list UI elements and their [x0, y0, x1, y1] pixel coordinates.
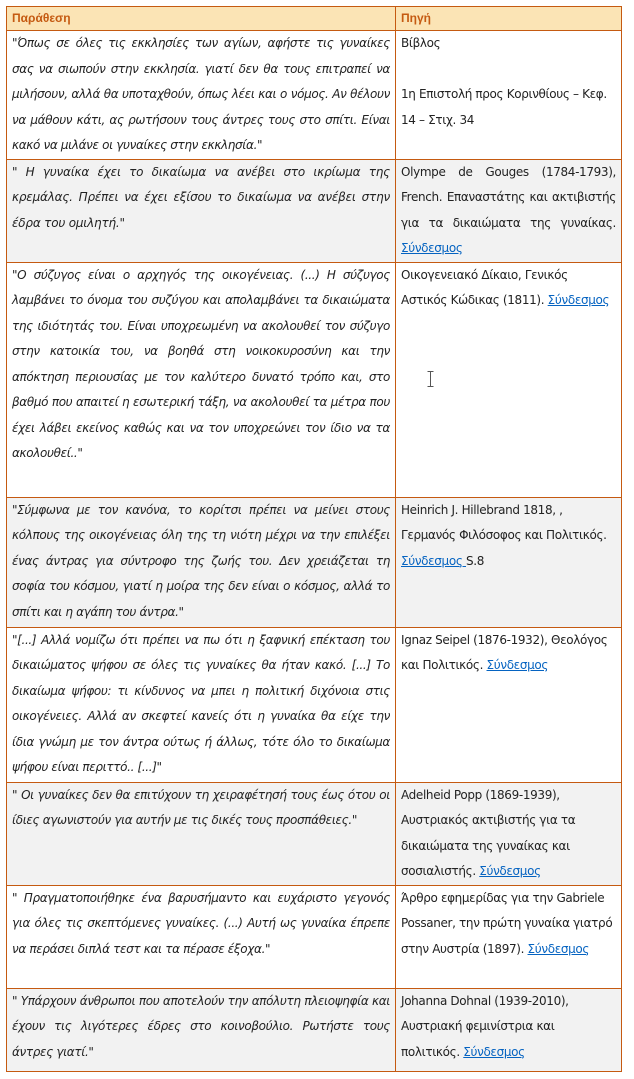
source-link[interactable]: Σύνδεσμος [401, 553, 466, 568]
quote-cell[interactable]: "Ο σύζυγος είναι ο αρχηγός της οικογένειας. (...) Η σύζυγος λαμβάνει το όνομα του συζύγου και απολαμβάνει τα δικαιώματα της ιδιότητάς του. Είναι υποχρεωμένη να ακολουθεί τον σύζυγο στην κατοικία του, να βοηθά στη νοικοκυροσύνη και την απόκτηση περιουσίας με τον καλύτερο δυνατό τρόπο και, στο βαθμό που απαιτεί η εσωτερική τάξη, να ακολουθεί τα μέτρα που έχει λάβει εκείνος καθώς και να τον υποχρεώνει τον ίδιο να τα ακολουθεί.." [7, 262, 396, 497]
source-text: Ignaz Seipel (1876-1932), Θεολόγος και Πολιτικός. [401, 632, 608, 672]
quote-cell[interactable]: " Πραγματοποιήθηκε ένα βαρυσήμαντο και ευχάριστο γεγονός για όλες τις σκεπτόμενες γυναίκες. (...) Αυτή ως γυναίκα έπρεπε να περάσει διπλά τεστ και τα πέρασε έξοχα." [7, 885, 396, 988]
source-text: Βίβλος [401, 36, 441, 50]
table-row [7, 497, 622, 627]
quote-cell[interactable]: " Οι γυναίκες δεν θα επιτύχουν τη χειραφέτησή τους έως ότου οι ίδιες αγωνιστούν για αυτήν με τις δικές τους προσπάθειες." [7, 782, 396, 885]
table-row [7, 31, 622, 160]
source-link[interactable]: Σύνδεσμος [463, 1044, 525, 1059]
source-link[interactable]: Σύνδεσμος [527, 941, 590, 956]
quote-cell[interactable]: "Όπως σε όλες τις εκκλησίες των αγίων, αφήστε τις γυναίκες σας να σιωπούν στην εκκλησία. γιατί δεν θα τους επιτραπεί να μιλήσουν, αλλά θα υποταχθούν, όπως λέει και ο νόμος. Αν θέλουν να μάθουν κάτι, ας ρωτήσουν τους άντρες τους στο σπίτι. Είναι κακό να μιλάνε οι γυναίκες στην εκκλησία." [7, 31, 396, 160]
source-link[interactable]: Σύνδεσμος [486, 658, 549, 672]
source-cell[interactable] [396, 31, 622, 160]
quote-cell[interactable]: "[...] Αλλά νομίζω ότι πρέπει να πω ότι η ξαφνική επέκταση του δικαιώματος ψήφου σε όλες τις γυναίκες θα ήταν κακό. [...] Το δικαίωμα ψήφου: τι κίνδυνος να μπει η πολιτική διχόνοια στις οικογένειες. Αλλά αν σκεφτεί κανείς ότι η γυναίκα θα είχε την ίδια γνώμη με τον άντρα ούτως ή άλλως, τότε όλο το δικαίωμα ψήφου είναι περιττό.. [...]" [7, 627, 396, 782]
source-text: Οικογενειακό Δίκαιο, Γενικός Αστικός Κώδικας (1811). [401, 267, 568, 307]
header-source: Πηγή [396, 7, 622, 31]
table-row [7, 159, 622, 262]
source-text: Adelheid Popp (1869-1939), Αυστριακός ακτιβιστής για τα δικαιώματα της γυναίκας και σοσιαλιστής. [401, 787, 576, 878]
table-row [7, 885, 622, 988]
text-cursor-icon [427, 371, 434, 387]
quote-cell[interactable]: " Υπάρχουν άνθρωποι που αποτελούν την απόλυτη πλειοψηφία και έχουν τις λιγότερες έδρες στο κοινοβούλιο. Ρωτήστε τους άντρες γιατί." [7, 988, 396, 1071]
source-link[interactable]: Σύνδεσμος [547, 293, 610, 307]
source-cell[interactable] [396, 988, 622, 1071]
quote-cell[interactable]: "Σύμφωνα με τον κανόνα, το κορίτσι πρέπει να μείνει στους κόλπους της οικογένειας όλη της τη νιότη μέχρι να την επιλέξει ένας άντρας για σύντροφο της ζωής του. Δεν χρειάζεται τη σοφία του κόσμου, γιατί η μοίρα της δεν είναι ο κόσμος, αλλά το σπίτι και η αγάπη του άντρα." [7, 497, 396, 627]
quote-cell[interactable]: " Η γυναίκα έχει το δικαίωμα να ανέβει στο ικρίωμα της κρεμάλας. Πρέπει να έχει εξίσου το δικαίωμα να ανέβει στην έδρα του ομιλητή." [7, 159, 396, 262]
header-row [7, 7, 622, 31]
source-cell[interactable] [396, 885, 622, 988]
source-text: Olympe de Gouges (1784-1793), French. Επαναστάτης και ακτιβιστής για τα δικαιώματα της γυναίκας. [401, 164, 616, 230]
header-quote: Παράθεση [7, 7, 396, 31]
source-cell[interactable] [396, 159, 622, 262]
table-row [7, 262, 622, 497]
source-suffix: S.8 [466, 553, 485, 568]
source-link[interactable]: Σύνδεσμος [479, 864, 541, 878]
source-text: Johanna Dohnal (1939-2010), Αυστριακή φεμινίστρια και πολιτικός. [401, 993, 569, 1059]
source-cell[interactable] [396, 627, 622, 782]
table-row [7, 988, 622, 1071]
table-row [7, 782, 622, 885]
source-cell[interactable] [396, 497, 622, 627]
source-link[interactable]: Σύνδεσμος [401, 241, 463, 255]
source-text: 1η Επιστολή προς Κορινθίους – Κεφ. 14 – Στιχ. 34 [401, 87, 607, 127]
source-text: Heinrich J. Hillebrand 1818, , Γερμανός Φιλόσοφος και Πολιτικός. [401, 502, 607, 542]
quotes-table [6, 6, 622, 1072]
source-cell[interactable] [396, 782, 622, 885]
source-text: Άρθρο εφημερίδας για την Gabriele Possaner, την πρώτη γυναίκα γιατρό στην Αυστρία (1897). [401, 890, 613, 956]
table-row [7, 627, 622, 782]
